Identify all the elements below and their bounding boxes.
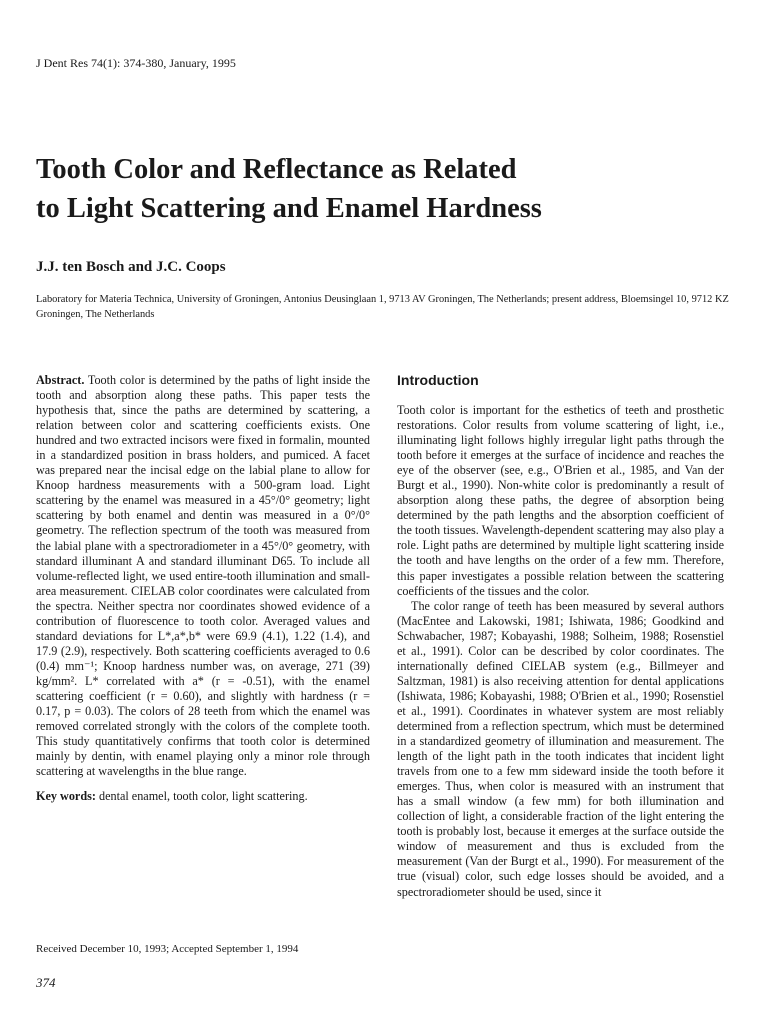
keywords-label: Key words: bbox=[36, 789, 96, 804]
received-date: Received December 10, 1993; Accepted September 1, 1994 bbox=[36, 943, 299, 955]
abstract-column bbox=[36, 373, 370, 804]
keywords-text: dental enamel, tooth color, light scattering. bbox=[95, 789, 308, 804]
article-title bbox=[36, 150, 736, 228]
affiliation: Laboratory for Materia Technica, University of Groningen, Antonius Deusinglaan 1, 9713 AV Groningen, The Netherlands; present address, Bloemsingel 10, 9712 KZ Groningen, The Netherlands bbox=[36, 294, 729, 320]
title-line-2: to Light Scattering and Enamel Hardness bbox=[36, 193, 542, 224]
abstract-label: Abstract. bbox=[36, 373, 85, 387]
introduction-paragraph-2: The color range of teeth has been measured by several authors (MacEntee and Lakowski, 1981; Ishiwata, 1986; Goodkind and Schwabacher, 1987; Kobayashi, 1988; Solheim, 1988; Rosenstiel et al., 1991). Color can be described by color coordinates. The internationally defined CIELAB system (e.g., Billmeyer and Saltzman, 1981) is also receiving attention for dental applications (Ishiwata, 1986; Kobayashi, 1988; O'Brien et al., 1990; Rosenstiel et al., 1991). Coordinates in whatever system are most reliably determined from a reflection spectrum, which must be determined in a standardized geometry of illumination and measurement. The length of the light path in the tooth indicates that incident light travels from one to a few mm sideward inside the tooth before it emerges. Thus, when color is measured with an instrument that has a small window (a few mm) for both illumination and collection of light, a considerable fraction of the light entering the tooth is probably lost, because it emerges at the surface outside the window of measurement and thus is excluded from the measurement (Van der Burgt et al., 1990). For measurement of the true (visual) color, such edge losses should be avoided, and a spectroradiometer should be used, since it bbox=[397, 598, 724, 899]
introduction-heading: Introduction bbox=[397, 372, 479, 388]
authors: J.J. ten Bosch and J.C. Coops bbox=[36, 259, 226, 275]
abstract bbox=[36, 373, 370, 779]
introduction-column bbox=[397, 403, 724, 900]
keywords bbox=[36, 789, 370, 804]
title-line-1: Tooth Color and Reflectance as Related bbox=[36, 154, 517, 185]
introduction-paragraph-1: Tooth color is important for the esthetics of teeth and prosthetic restorations. Color results from volume scattering of light, i.e., illuminating light follows highly irregular light paths through the tooth before it emerges at the surface of incidence and reaches the eye of the observer (see, e.g., O'Brien et al., 1985, and Van der Burgt et al., 1990). Non-white color is predominantly a result of absorption along these paths, the degree of absorption being determined by the path lengths and the absorption coefficient of the tooth tissues. Wavelength-dependent scattering may also play a role. Light paths are determined by multiple light scattering inside the tooth and have lengths on the order of a few mm. Therefore, this paper investigates a possible relation between the scattering coefficients of the tissues and the color. bbox=[397, 403, 724, 598]
page-number: 374 bbox=[36, 975, 56, 990]
journal-reference: J Dent Res 74(1): 374-380, January, 1995 bbox=[36, 56, 236, 70]
abstract-text: Tooth color is determined by the paths of light inside the tooth and absorption along these paths. This paper tests the hypothesis that, since the paths are determined by scattering, a relation between color and scattering coefficients exists. One hundred and two extracted incisors were fixed in formalin, mounted in a standardized position in brass holders, and pumiced. A facet was prepared near the incisal edge on the labial plane to allow for Knoop hardness measurements with a 500-gram load. Light scattering by the enamel was measured in a 45°/0° geometry; light scattering by both enamel and dentin was measured in a 0°/0° geometry. The reflection spectrum of the tooth was measured from the labial plane with a spectroradiometer in a 45°/0° geometry, with standard illuminant A and standard illuminant D65. To include all volume-reflected light, we used entire-tooth illumination and small-area measurement. CIELAB color coordinates were calculated from the spectra. Neither spectra nor coordinates showed evidence of a contribution of fluorescence to tooth color. Averaged values and standard deviations for L*,a*,b* were 69.9 (4.1), 1.22 (1.4), and 17.9 (2.9), respectively. Both scattering coefficients averaged to 0.6 (0.4) mm⁻¹; Knoop hardness number was, on average, 271 (39) kg/mm². L* correlated with a* (r = -0.51), with the enamel scattering coefficient (r = 0.60), and slightly with hardness (r = 0.17, p = 0.03). The colors of 28 teeth from which the enamel was removed correlated strongly with the colors of the complete tooth. This study quantitatively confirms that tooth color is determined mainly by dentin, with enamel playing only a minor role through scattering at wavelengths in the blue range. bbox=[36, 373, 370, 779]
